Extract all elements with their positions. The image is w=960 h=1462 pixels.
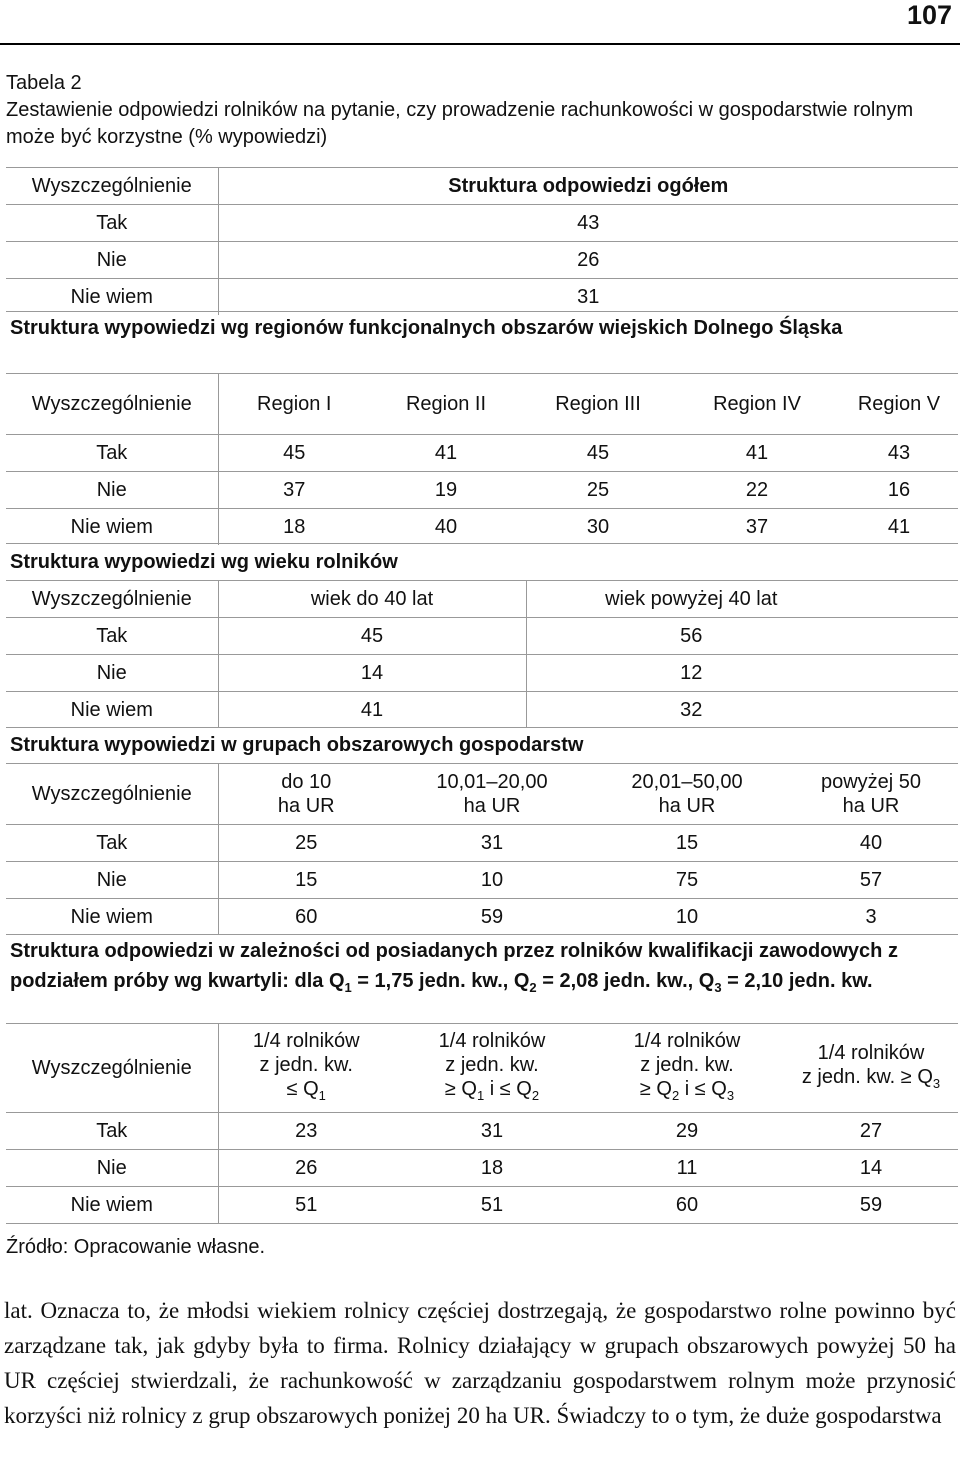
header-cell bbox=[784, 1024, 958, 1113]
blank-cell bbox=[856, 655, 958, 692]
table-cell: 10 bbox=[675, 906, 699, 928]
page-number: 107 bbox=[906, 0, 952, 30]
table-cell: 41 bbox=[887, 516, 911, 538]
section-divider bbox=[6, 543, 958, 544]
section3-table bbox=[6, 581, 958, 728]
table-cell: 59 bbox=[480, 906, 504, 928]
body-paragraph: lat. Oznacza to, że młodsi wiekiem rolnicy częściej dostrzegają, że gospodarstwo rolne powinno być zarządzane tak, jak gdyby była to firma. Rolnicy działający w grupach obszarowych powyżej 50 ha UR częściej stwierdzali, że rachunkowość w zarządzaniu gospodarstwem rolnym może przynosić korzyści niż rolnicy z grup obszarowych poniżej 20 ha UR. Świadczy to o tym, że duże gospodarstwa bbox=[4, 1298, 956, 1428]
table-row bbox=[6, 279, 958, 316]
row-label: Nie bbox=[6, 655, 218, 692]
table-cell: 14 bbox=[784, 1150, 958, 1187]
table-cell: 41 bbox=[218, 692, 526, 729]
header-line: z jedn. kw. bbox=[259, 1053, 353, 1076]
table-header-row bbox=[6, 764, 958, 825]
header-line: powyżej 50 bbox=[820, 771, 922, 793]
table-row bbox=[6, 435, 958, 472]
table-cell: 51 bbox=[218, 1187, 394, 1224]
table-cell: 59 bbox=[784, 1187, 958, 1224]
row-label: Nie wiem bbox=[6, 509, 218, 546]
header-line: ha UR bbox=[277, 795, 335, 817]
subscript: 2 bbox=[529, 980, 537, 995]
table-cell: 45 bbox=[522, 435, 674, 472]
header-cell: Region II bbox=[370, 374, 522, 435]
table-row bbox=[6, 618, 958, 655]
table-cell: 56 bbox=[526, 618, 856, 655]
row-label: Nie bbox=[6, 472, 218, 509]
table-cell: 45 bbox=[218, 435, 370, 472]
table-cell: 23 bbox=[218, 1113, 394, 1150]
header-line: 1/4 rolników bbox=[252, 1029, 360, 1052]
header-line: 10,01–20,00 bbox=[436, 771, 548, 793]
table-cell: 57 bbox=[784, 862, 958, 899]
header-cell: Region V bbox=[840, 374, 958, 435]
header-cell bbox=[218, 1024, 394, 1113]
header-cell: Struktura odpowiedzi ogółem bbox=[218, 168, 958, 205]
table-cell: 14 bbox=[218, 655, 526, 692]
header-cell: Wyszczególnienie bbox=[6, 1024, 218, 1113]
table-cell: 32 bbox=[680, 699, 703, 721]
table-cell: 25 bbox=[218, 825, 394, 862]
header-line: i ≤ Q bbox=[484, 1077, 532, 1100]
table-cell: 15 bbox=[218, 862, 394, 899]
table-row bbox=[6, 509, 958, 546]
row-label: Nie bbox=[6, 862, 218, 899]
section3-heading: Struktura wypowiedzi wg wieku rolników bbox=[10, 551, 398, 573]
table-cell: 25 bbox=[522, 472, 674, 509]
header-line: ha UR bbox=[658, 795, 716, 817]
row-label: Tak bbox=[6, 825, 218, 862]
table-cell: 26 bbox=[218, 1150, 394, 1187]
row-label: Nie wiem bbox=[6, 279, 218, 316]
section4-table bbox=[6, 764, 958, 935]
section2-heading: Struktura wypowiedzi wg regionów funkcjonalnych obszarów wiejskich Dolnego Śląska bbox=[10, 317, 843, 339]
table-cell: 60 bbox=[590, 1187, 784, 1224]
header-cell: Wyszczególnienie bbox=[6, 168, 218, 205]
table-cell: 41 bbox=[674, 435, 840, 472]
source-note: Źródło: Opracowanie własne. bbox=[6, 1236, 266, 1258]
table-cell: 40 bbox=[784, 825, 958, 862]
table-row bbox=[6, 472, 958, 509]
header-cell: wiek do 40 lat bbox=[218, 581, 526, 618]
table-row bbox=[6, 1150, 958, 1187]
header-cell: wiek powyżej 40 lat bbox=[526, 581, 856, 618]
section2-table bbox=[6, 374, 958, 545]
table-cell: 41 bbox=[370, 435, 522, 472]
table-cell: 31 bbox=[394, 1113, 590, 1150]
row-label: Tak bbox=[6, 618, 218, 655]
table-cell: 3 bbox=[865, 906, 877, 928]
header-cell bbox=[590, 764, 784, 825]
subscript: 3 bbox=[932, 1075, 941, 1091]
header-cell: Wyszczególnienie bbox=[6, 581, 218, 618]
blank-cell bbox=[856, 618, 958, 655]
header-cell bbox=[394, 1024, 590, 1113]
blank-cell bbox=[856, 581, 958, 618]
table-cell: 19 bbox=[370, 472, 522, 509]
table-row bbox=[6, 862, 958, 899]
row-label: Tak bbox=[6, 435, 218, 472]
table-cell: 26 bbox=[218, 242, 958, 279]
header-cell bbox=[218, 764, 394, 825]
row-label: Tak bbox=[6, 1113, 218, 1150]
header-line: z jedn. kw. bbox=[445, 1053, 539, 1076]
table-header-row bbox=[6, 374, 958, 435]
table-caption bbox=[6, 70, 954, 151]
subscript: 3 bbox=[726, 1087, 735, 1103]
header-line: ≤ Q bbox=[286, 1077, 319, 1100]
table-row bbox=[6, 1113, 958, 1150]
table-label: Tabela 2 bbox=[6, 72, 82, 94]
table-header-row bbox=[6, 1024, 958, 1113]
table-cell: 31 bbox=[394, 825, 590, 862]
table-row bbox=[6, 692, 958, 729]
header-line: z jedn. kw. ≥ Q bbox=[801, 1065, 933, 1088]
table-row bbox=[6, 1187, 958, 1224]
header-line: ha UR bbox=[842, 795, 900, 817]
table-cell: 10 bbox=[394, 862, 590, 899]
subscript: 1 bbox=[476, 1087, 485, 1103]
row-label: Nie wiem bbox=[6, 1187, 218, 1224]
header-cell: Wyszczególnienie bbox=[6, 764, 218, 825]
table-cell: 16 bbox=[840, 472, 958, 509]
row-label: Tak bbox=[6, 205, 218, 242]
table-cell: 43 bbox=[840, 435, 958, 472]
section5-table bbox=[6, 1024, 958, 1224]
top-rule bbox=[0, 43, 960, 45]
table-row bbox=[6, 825, 958, 862]
table-cell: 15 bbox=[590, 825, 784, 862]
header-line: z jedn. kw. bbox=[640, 1053, 734, 1076]
table-row bbox=[6, 899, 958, 936]
table-cell: 27 bbox=[784, 1113, 958, 1150]
header-cell: Region III bbox=[522, 374, 674, 435]
table-cell: 18 bbox=[283, 516, 306, 538]
section5-heading bbox=[10, 936, 955, 1003]
subscript: 2 bbox=[671, 1087, 680, 1103]
table-cell: 43 bbox=[218, 205, 958, 242]
header-line: i ≤ Q bbox=[679, 1077, 727, 1100]
header-line: 1/4 rolników bbox=[817, 1041, 925, 1064]
table-cell: 12 bbox=[526, 655, 856, 692]
section1-table bbox=[6, 168, 958, 315]
table-cell: 22 bbox=[674, 472, 840, 509]
section4-heading: Struktura wypowiedzi w grupach obszarowych gospodarstw bbox=[10, 734, 584, 756]
subscript: 3 bbox=[714, 980, 722, 995]
section-divider bbox=[6, 934, 958, 935]
heading-part: = 1,75 jedn. kw., Q bbox=[351, 970, 530, 992]
header-line: ≥ Q bbox=[444, 1077, 477, 1100]
table-title: Zestawienie odpowiedzi rolników na pytanie, czy prowadzenie rachunkowości w gospodarstwie rolnym może być korzystne (% wypowiedzi) bbox=[6, 99, 914, 148]
subscript: 1 bbox=[344, 980, 352, 995]
subscript: 1 bbox=[318, 1087, 326, 1103]
table-cell: 75 bbox=[590, 862, 784, 899]
table-cell: 11 bbox=[590, 1150, 784, 1187]
header-line: do 10 bbox=[281, 771, 332, 793]
row-label: Nie wiem bbox=[6, 692, 218, 729]
table-row bbox=[6, 655, 958, 692]
header-cell: Region I bbox=[218, 374, 370, 435]
header-line: ≥ Q bbox=[639, 1077, 672, 1100]
row-label: Nie bbox=[6, 1150, 218, 1187]
row-label: Nie wiem bbox=[6, 899, 218, 936]
header-line: ha UR bbox=[463, 795, 521, 817]
table-cell: 18 bbox=[394, 1150, 590, 1187]
table-header-row bbox=[6, 581, 958, 618]
header-cell bbox=[394, 764, 590, 825]
header-cell bbox=[784, 764, 958, 825]
row-label: Nie bbox=[6, 242, 218, 279]
table-cell: 60 bbox=[295, 906, 318, 928]
header-line: 1/4 rolników bbox=[633, 1029, 741, 1052]
table-cell: 37 bbox=[218, 472, 370, 509]
section-divider bbox=[6, 727, 958, 728]
table-header-row bbox=[6, 168, 958, 205]
heading-part: = 2,10 jedn. kw. bbox=[721, 970, 873, 992]
heading-part: Struktura odpowiedzi w zależności od posiadanych przez rolników kwalifikacji zawodowych z podziałem próby wg kwartyli: dla Q bbox=[10, 940, 898, 992]
table-cell: 37 bbox=[745, 516, 769, 538]
section-divider bbox=[6, 311, 958, 312]
table-cell: 51 bbox=[394, 1187, 590, 1224]
blank-cell bbox=[856, 692, 958, 729]
heading-part: = 2,08 jedn. kw., Q bbox=[536, 970, 715, 992]
table-cell: 31 bbox=[577, 286, 600, 308]
table-row bbox=[6, 242, 958, 279]
header-line: 20,01–50,00 bbox=[631, 771, 743, 793]
table-cell: 30 bbox=[586, 516, 610, 538]
table-cell: 45 bbox=[218, 618, 526, 655]
header-line: 1/4 rolników bbox=[438, 1029, 546, 1052]
header-cell: Region IV bbox=[674, 374, 840, 435]
table-row bbox=[6, 205, 958, 242]
subscript: 2 bbox=[531, 1087, 540, 1103]
header-cell bbox=[590, 1024, 784, 1113]
table-cell: 40 bbox=[434, 516, 458, 538]
header-cell: Wyszczególnienie bbox=[6, 374, 218, 435]
table-cell: 29 bbox=[590, 1113, 784, 1150]
